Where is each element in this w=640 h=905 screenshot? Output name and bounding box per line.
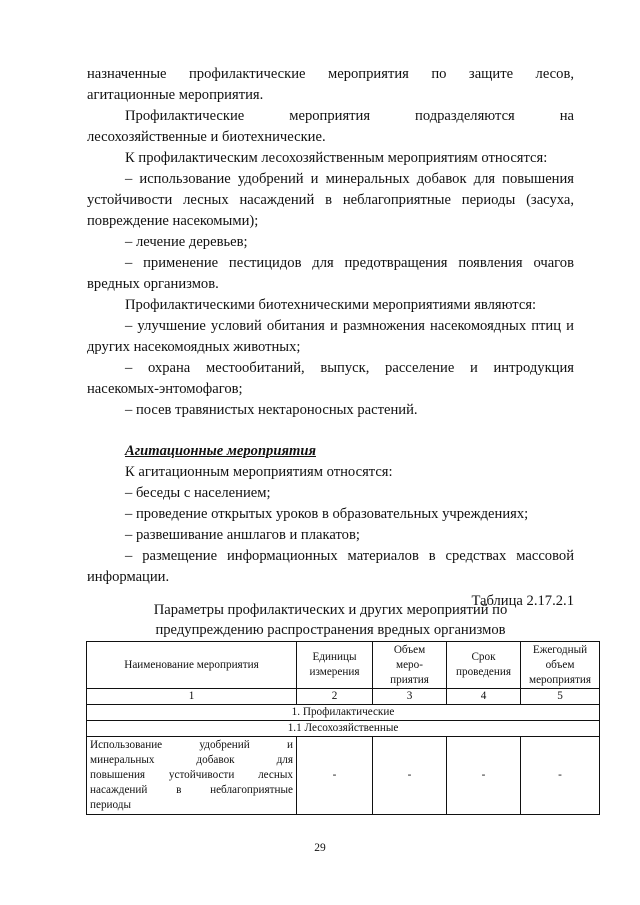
column-header-annual: Ежегодный объем мероприятия: [521, 642, 600, 689]
table-header-row: [87, 642, 600, 689]
column-number: 2: [297, 689, 373, 705]
measure-name-cell: Использование удобрений и минеральных добавок для повышения устойчивости лесных насаждений в неблагоприятные периоды: [87, 737, 297, 815]
paragraph: К агитационным мероприятиям относятся:: [125, 464, 393, 480]
column-header-volume: Объем меро- приятия: [373, 642, 447, 689]
table-section-row: [87, 705, 600, 721]
table-number-row: [87, 689, 600, 705]
paragraph: Профилактическими биотехническими мероприятиями являются:: [125, 297, 537, 313]
list-item: – беседы с населением;: [125, 485, 271, 501]
parameters-table: [86, 641, 600, 815]
list-item: – размещение информационных материалов в средствах массовой информации.: [87, 548, 574, 585]
column-number: 3: [373, 689, 447, 705]
list-item: – лечение деревьев;: [125, 234, 248, 250]
annual-volume-cell: -: [521, 737, 600, 815]
table-title-line: предупреждению распространения вредных организмов: [155, 622, 506, 638]
units-cell: -: [297, 737, 373, 815]
paragraph-line: агитационные мероприятия.: [87, 87, 264, 103]
column-header-term: Срок проведения: [447, 642, 521, 689]
column-number: 1: [87, 689, 297, 705]
list-item: – улучшение условий обитания и размножения насекомоядных птиц и других насекомоядных животных;: [87, 318, 574, 355]
column-number: 4: [447, 689, 521, 705]
list-item: – посев травянистых нектароносных растений.: [125, 402, 418, 418]
paragraph-line: лесохозяйственные и биотехнические.: [87, 129, 326, 145]
list-item: – использование удобрений и минеральных добавок для повышения устойчивости лесных насаждений в неблагоприятные периоды (засуха, повреждение насекомыми);: [87, 171, 574, 229]
column-header-name: Наименование мероприятия: [87, 642, 297, 689]
list-item: – применение пестицидов для предотвращения появления очагов вредных организмов.: [87, 255, 574, 292]
list-item: – развешивание аншлагов и плакатов;: [125, 527, 360, 543]
paragraph: К профилактическим лесохозяйственным мероприятиям относятся:: [125, 150, 548, 166]
table-caption: Таблица 2.17.2.1: [471, 593, 574, 609]
paragraph-line: Профилактические мероприятия подразделяются на: [125, 108, 574, 124]
paragraph-line: назначенные профилактические мероприятия по защите лесов,: [87, 66, 574, 82]
table-subsection-label: 1.1 Лесохозяйственные: [87, 721, 600, 737]
page-number: 29: [314, 842, 326, 854]
table-subsection-row: [87, 721, 600, 737]
table-section-label: 1. Профилактические: [87, 705, 600, 721]
list-item: – охрана местообитаний, выпуск, расселение и интродукция насекомых-энтомофагов;: [87, 360, 574, 397]
column-number: 5: [521, 689, 600, 705]
term-cell: -: [447, 737, 521, 815]
list-item: – проведение открытых уроков в образовательных учреждениях;: [125, 506, 529, 522]
volume-cell: -: [373, 737, 447, 815]
section-heading: Агитационные мероприятия: [125, 443, 316, 459]
column-header-units: Единицы измерения: [297, 642, 373, 689]
table-title-line: Параметры профилактических и других мероприятий по: [153, 602, 508, 618]
table-row: [87, 737, 600, 815]
